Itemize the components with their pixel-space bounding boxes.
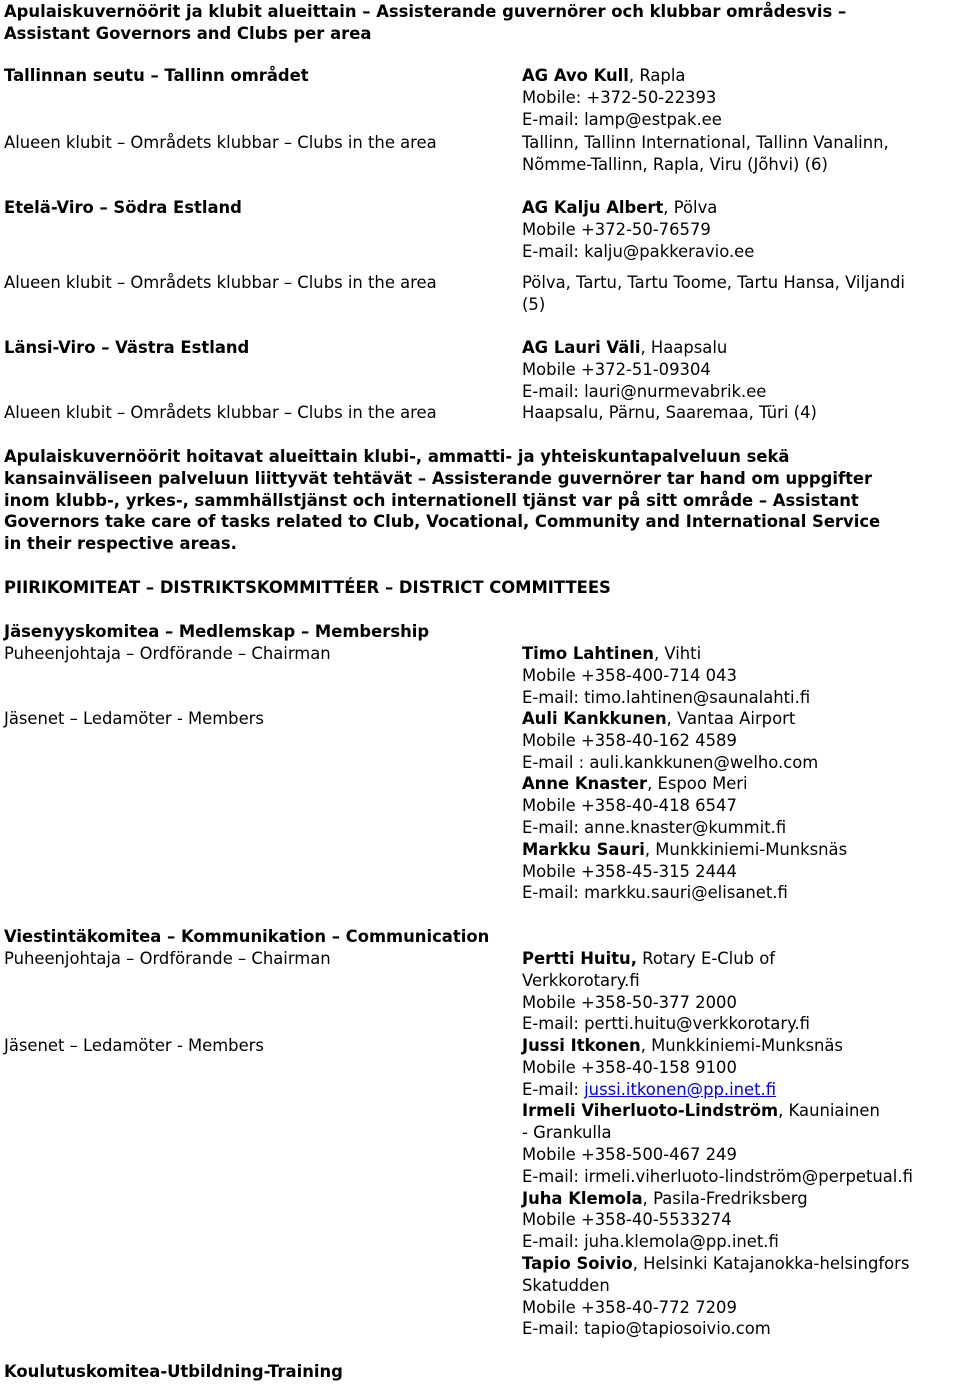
club-list-line: Tallinn, Tallinn International, Tallinn Vanalinn, (522, 133, 889, 152)
contact-line: E-mail: pertti.huitu@verkkorotary.fi (522, 1014, 810, 1034)
contact-line: Mobile +358-40-418 6547 (522, 796, 737, 816)
ag-place: , Pölva (663, 198, 718, 217)
ag-place: , Rapla (628, 66, 686, 85)
person-name: Jussi Itkonen (522, 1036, 641, 1055)
ag-email: E-mail: lauri@nurmevabrik.ee (522, 381, 767, 401)
contact-line: Mobile +358-40-158 9100 (522, 1057, 737, 1077)
person-place: Rotary E-Club of (636, 949, 776, 968)
person-place: , Pasila-Fredriksberg (642, 1188, 808, 1208)
ag-name: AG Kalju Albert (522, 198, 664, 217)
ag-email: E-mail: lamp@estpak.ee (522, 109, 722, 129)
person-place: , Kauniainen (778, 1101, 880, 1121)
committees-heading: PIIRIKOMITEAT – DISTRIKTSKOMMITTÉER – DISTRICT COMMITTEES (4, 578, 611, 597)
person-name: Tapio Soivio (522, 1253, 633, 1273)
contact-line: E-mail: juha.klemola@pp.inet.fi (522, 1232, 779, 1252)
person-name: Markku Sauri (522, 839, 645, 859)
header-line-2: Assistant Governors and Clubs per area (4, 23, 372, 43)
area-name: Länsi-Viro – Västra Estland (4, 338, 250, 357)
members-list (522, 708, 847, 904)
person-name: Irmeli Viherluoto-Lindström (522, 1101, 779, 1121)
committee-title: Koulutuskomitea-Utbildning-Training (4, 1362, 343, 1381)
members-label: Jäsenet – Ledamöter - Members (4, 709, 264, 728)
ag-email: E-mail: kalju@pakkeravio.ee (522, 241, 755, 261)
person-name: Anne Knaster (522, 774, 648, 794)
contact-line: E-mail: timo.lahtinen@saunalahti.fi (522, 687, 811, 707)
ag-contact-block (522, 65, 722, 130)
header-line-1: Apulaiskuvernöörit ja klubit alueittain – Assisterande guvernörer och klubbar områdesvis – (4, 2, 847, 21)
chair-contact (522, 948, 810, 1035)
email-link[interactable]: jussi.itkonen@pp.inet.fi (584, 1079, 777, 1099)
members-label: Jäsenet – Ledamöter - Members (4, 1036, 264, 1055)
chair-label: Puheenjohtaja – Ordförande – Chairman (4, 644, 331, 663)
contact-line: Mobile +358-500-467 249 (522, 1144, 737, 1164)
contact-line: Mobile +358-50-377 2000 (522, 992, 737, 1012)
person-place: , Vantaa Airport (666, 709, 796, 728)
ag-duties-paragraph (4, 446, 880, 555)
person-name: Timo Lahtinen (522, 644, 654, 663)
area-name: Etelä-Viro – Södra Estland (4, 198, 242, 217)
contact-line: Mobile +358-40-162 4589 (522, 730, 737, 750)
chair-label: Puheenjohtaja – Ordförande – Chairman (4, 949, 331, 968)
club-list (522, 132, 889, 176)
members-list (522, 1035, 913, 1340)
ag-place: , Haapsalu (640, 338, 728, 357)
ag-name: AG Lauri Väli (522, 338, 641, 357)
club-list-line: (5) (522, 294, 546, 314)
person-name: Auli Kankkunen (522, 709, 667, 728)
contact-line: - Grankulla (522, 1123, 612, 1143)
committee-title: Jäsenyyskomitea – Medlemskap – Membership (4, 622, 430, 641)
ag-mobile: Mobile: +372-50-22393 (522, 87, 717, 107)
contact-line: Skatudden (522, 1275, 610, 1295)
contact-line: Mobile +358-40-5533274 (522, 1210, 732, 1230)
person-place: , Munkkiniemi-Munksnäs (640, 1036, 843, 1055)
contact-line: E-mail: irmeli.viherluoto-lindström@perpetual.fi (522, 1166, 913, 1186)
ag-mobile: Mobile +372-51-09304 (522, 359, 711, 379)
page-title (4, 1, 846, 45)
paragraph-line: Apulaiskuvernöörit hoitavat alueittain klubi-, ammatti- ja yhteiskuntapalveluun sekä (4, 447, 790, 466)
ag-name: AG Avo Kull (522, 66, 629, 85)
club-list-line: Pölva, Tartu, Tartu Toome, Tartu Hansa, Viljandi (522, 273, 905, 292)
paragraph-line: Governors take care of tasks related to Club, Vocational, Community and International Service (4, 512, 881, 532)
clubs-label: Alueen klubit – Områdets klubbar – Clubs in the area (4, 273, 437, 292)
contact-line: E-mail: tapio@tapiosoivio.com (522, 1319, 771, 1339)
paragraph-line: in their respective areas. (4, 534, 237, 554)
email-prefix: E-mail: (522, 1079, 585, 1099)
club-list-line: Nõmme-Tallinn, Rapla, Viru (Jõhvi) (6) (522, 154, 828, 174)
ag-contact-block (522, 197, 754, 262)
person-name: Juha Klemola (522, 1188, 643, 1208)
paragraph-line: kansainväliseen palveluun liittyvät tehtävät – Assisterande guvernörer tar hand om uppgifter (4, 468, 873, 488)
chair-contact (522, 643, 810, 708)
contact-line: E-mail: anne.knaster@kummit.fi (522, 817, 787, 837)
contact-line: Verkkorotary.fi (522, 970, 640, 990)
contact-line: Mobile +358-45-315 2444 (522, 861, 737, 881)
person-place: , Espoo Meri (647, 774, 748, 794)
area-name: Tallinnan seutu – Tallinn området (4, 66, 309, 85)
person-name: Pertti Huitu, (522, 949, 637, 968)
contact-line: E-mail : auli.kankkunen@welho.com (522, 752, 819, 772)
person-place: , Vihti (653, 644, 702, 663)
person-place: , Helsinki Katajanokka-helsingfors (632, 1253, 910, 1273)
paragraph-line: inom klubb-, yrkes-, sammhällstjänst och internationell tjänst var på sitt område – Assistant (4, 490, 859, 510)
ag-mobile: Mobile +372-50-76579 (522, 219, 711, 239)
contact-line: Mobile +358-400-714 043 (522, 665, 737, 685)
committee-title: Viestintäkomitea – Kommunikation – Communication (4, 927, 490, 946)
contact-line: Mobile +358-40-772 7209 (522, 1297, 737, 1317)
club-list (522, 402, 817, 424)
clubs-label: Alueen klubit – Områdets klubbar – Clubs in the area (4, 133, 437, 152)
clubs-label: Alueen klubit – Områdets klubbar – Clubs in the area (4, 403, 437, 422)
club-list (522, 272, 905, 316)
contact-line: E-mail: markku.sauri@elisanet.fi (522, 883, 788, 903)
person-place: , Munkkiniemi-Munksnäs (644, 839, 848, 859)
club-list-line: Haapsalu, Pärnu, Saaremaa, Türi (4) (522, 403, 817, 422)
ag-contact-block (522, 337, 766, 402)
